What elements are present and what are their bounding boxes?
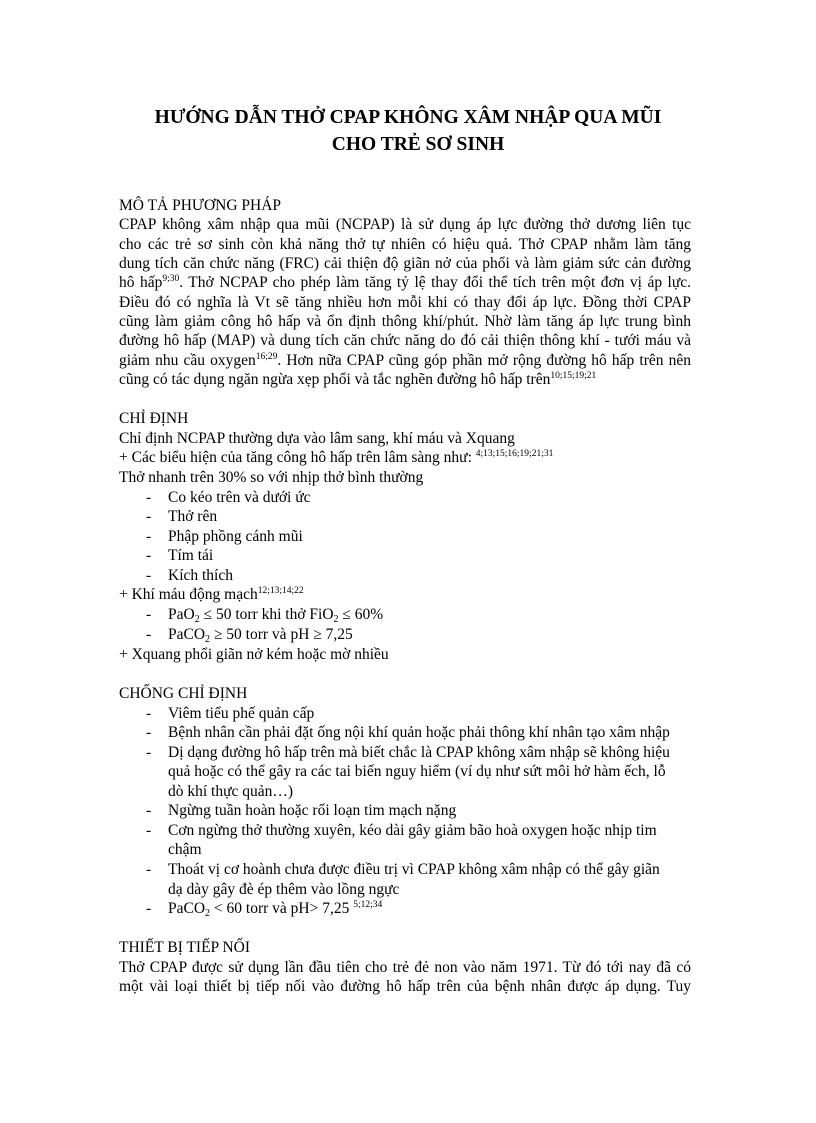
list-item: Cơn ngừng thở thường xuyên, kéo dài gây giảm bão hoà oxygen hoặc nhịp tim (168, 822, 657, 839)
list-item: Dị dạng đường hô hấp trên mà biết chắc là CPAP không xâm nhập sẽ không hiệu (168, 744, 670, 761)
paragraph-line: đường hô hấp (MAP) và dung tích căn chức năng do đó cải thiện thông khí - tưới máu và (119, 332, 691, 349)
list-item: Ngừng tuần hoàn hoặc rối loạn tim mạch nặng (168, 802, 457, 819)
paragraph-line: cho các trẻ sơ sinh còn khả năng thở tự nhiên có hiệu quả. Thở CPAP nhằm làm tăng (119, 236, 691, 253)
list-item: Kích thích (168, 567, 233, 584)
dash-bullet: - (146, 547, 152, 564)
paragraph-line (119, 273, 691, 293)
dash-bullet: - (146, 822, 152, 839)
dash-bullet: - (146, 802, 152, 819)
text-segment: . Hơn nữa CPAP cũng góp phần mở rộng đường hô hấp trên nên (277, 352, 691, 369)
subscript: 2 (194, 614, 200, 625)
list-item: Tím tái (168, 547, 214, 564)
list-item-continuation: dạ dày gây đè ép thêm vào lồng ngực (168, 881, 400, 898)
paragraph-line (119, 370, 596, 390)
paragraph-line: một vài loại thiết bị tiếp nối vào đường hô hấp trên của bệnh nhân được áp dụng. Tuy (119, 978, 691, 995)
list-item (168, 899, 382, 919)
citation-superscript: 9;30 (162, 274, 180, 284)
dash-bullet: - (146, 606, 152, 623)
paragraph-line: Chỉ định NCPAP thường dựa vào lâm sang, khí máu và Xquang (119, 430, 515, 447)
document-title-line-1: HƯỚNG DẪN THỞ CPAP KHÔNG XÂM NHẬP QUA MŨI (154, 107, 662, 128)
list-item: Phập phồng cánh mũi (168, 528, 303, 545)
section-heading-chi-dinh: CHỈ ĐỊNH (119, 410, 189, 427)
text-segment: PaCO (168, 900, 206, 917)
document-title-line-2: CHO TRẺ SƠ SINH (331, 134, 505, 155)
text-segment: < 60 torr và pH> 7,25 (210, 900, 350, 917)
list-item-continuation: dò khí thực quản…) (168, 783, 294, 800)
text-segment: + Khí máu động mạch (119, 586, 258, 603)
section-heading-mo-ta: MÔ TẢ PHƯƠNG PHÁP (119, 197, 282, 214)
text-segment: ≥ 50 torr và pH ≥ 7,25 (210, 626, 353, 643)
text-segment: giảm nhu cầu oxygen (119, 352, 256, 369)
dash-bullet: - (146, 567, 152, 584)
subscript: 2 (205, 908, 211, 919)
citation-superscript: 4;13;15;16;19;21;31 (475, 449, 554, 459)
dash-bullet: - (146, 724, 152, 741)
list-item-continuation: chậm (168, 841, 202, 858)
paragraph-line: Điều đó có nghĩa là Vt sẽ tăng nhiều hơn mỗi khi có thay đổi áp lực. Đồng thời CPAP (119, 294, 691, 311)
list-item: Thở rên (168, 508, 218, 525)
paragraph-line: Thở CPAP được sử dụng lần đầu tiên cho trẻ đẻ non vào năm 1971. Từ đó tới nay đã có (119, 959, 691, 976)
text-segment: hô hấp (119, 274, 163, 291)
citation-superscript: 12;13;14;22 (257, 586, 304, 596)
list-item: Co kéo trên và dưới ức (168, 489, 311, 506)
text-segment: . Thở NCPAP cho phép làm tăng tỷ lệ thay đổi thể tích trên một đơn vị áp lực. (179, 274, 691, 291)
dash-bullet: - (146, 626, 152, 643)
text-segment: ≤ 60% (338, 606, 384, 623)
paragraph-line: cũng làm giảm công hô hấp và ổn định thông khí/phút. Nhờ làm tăng áp lực trung bình (119, 313, 691, 330)
dash-bullet: - (146, 900, 152, 917)
paragraph-line: CPAP không xâm nhập qua mũi (NCPAP) là sử dụng áp lực đường thở dương liên tục (119, 216, 691, 233)
paragraph-line (119, 351, 691, 371)
list-item: Thoát vị cơ hoành chưa được điều trị vì CPAP không xâm nhập có thể gây giãn (168, 861, 660, 878)
list-item-continuation: quả hoặc có thể gây ra các tai biến nguy hiểm (ví dụ như sứt môi hở hàm ếch, lỗ (168, 763, 666, 780)
list-item (168, 625, 353, 645)
dash-bullet: - (146, 744, 152, 761)
dash-bullet: - (146, 508, 152, 525)
subscript: 2 (333, 614, 339, 625)
subscript: 2 (205, 634, 211, 645)
text-segment: ≤ 50 torr khi thở FiO (199, 606, 334, 623)
paragraph-line: Thở nhanh trên 30% so với nhịp thở bình thường (119, 469, 424, 486)
text-segment: + Các biểu hiện của tăng công hô hấp trên lâm sàng như: (119, 449, 472, 466)
citation-superscript: 5;12;34 (353, 900, 383, 910)
dash-bullet: - (146, 705, 152, 722)
text-segment: PaO (168, 606, 195, 623)
section-heading-chong-chi-dinh: CHỐNG CHỈ ĐỊNH (119, 685, 248, 702)
paragraph-line: + Xquang phổi giãn nở kém hoặc mờ nhiều (119, 646, 389, 663)
text-segment: PaCO (168, 626, 206, 643)
list-item: Bệnh nhân cần phải đặt ống nội khí quản hoặc phải thông khí nhân tạo xâm nhập (168, 724, 670, 741)
list-item: Viêm tiểu phế quản cấp (168, 705, 315, 722)
citation-superscript: 16;29 (255, 352, 278, 362)
dash-bullet: - (146, 861, 152, 878)
dash-bullet: - (146, 489, 152, 506)
list-item (168, 605, 383, 625)
dash-bullet: - (146, 528, 152, 545)
section-heading-thiet-bi: THIẾT BỊ TIẾP NỐI (119, 939, 251, 956)
citation-superscript: 10;15;19;21 (550, 371, 597, 381)
paragraph-line (119, 448, 553, 468)
paragraph-line: dung tích căn chức năng (FRC) cải thiện độ giãn nở của phổi và làm giảm sức cản đường (119, 255, 691, 272)
text-segment: cũng có tác dụng ngăn ngừa xẹp phổi và tắc nghẽn đường hô hấp trên (119, 371, 551, 388)
paragraph-line (119, 585, 304, 605)
